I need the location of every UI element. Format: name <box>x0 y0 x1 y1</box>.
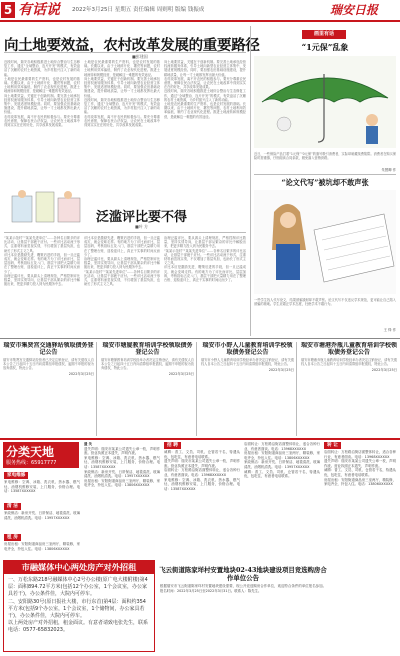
notice-title: 瑞安市塘港乔瓶儿童教育培训学校领取债务登记公告 <box>301 342 397 356</box>
category-text: 店面转让：万松路沿街店面整体转让，适合各种行业，有意者面谈。电话：13968XXXXXX <box>324 450 396 459</box>
classified-title: 分类天地 <box>6 445 55 459</box>
paragraph: 治理泛滥评比，要从源头上清理规范，严格控制评比数量，坚持实绩导向，让基层干部从繁杂的评比中解脱出来，把更多精力投入到为民服务中去。 <box>4 273 80 287</box>
paragraph: 土地是农民最重要的生产资料，也是农村发展的基础。长期以来，由于土地碎片化、撂荒等问题，农村土地利用效率偏低，制约了农业现代化进程。推进土地流转和规模经营，是破解这一难题的有效途径。 <box>4 76 80 94</box>
cartoon-1-credit: 朱慧卿 作 <box>381 168 396 172</box>
article-1-title: 向土地要效益，农村改革发展的重要路径 <box>4 37 260 54</box>
paragraph: “某某示范村”“某某先进单位”……各种名目繁多的评比活动，让基层干部疲于应付。一些评比活动流于形式，注重材料而忽视实绩，不仅增加了基层负担，也助长了形式主义之风。 <box>164 248 246 266</box>
category-label: 招 聘 <box>164 442 181 449</box>
article-1-column-2 <box>84 60 160 184</box>
paragraph: “某某示范村”“某某先进单位”……各种名目繁多的评比活动，让基层干部疲于应付。一些评比活动流于形式，注重材料而忽视实绩，不仅增加了基层负担，也助长了形式主义之风。 <box>4 236 80 253</box>
notice-date: 2022年3月25日 <box>268 368 294 372</box>
article-2-column-2 <box>84 236 160 334</box>
cartoon-1-illustration <box>254 56 396 148</box>
paragraph: 农村改革发展，离不开农民的积极参与。要充分尊重农民意愿，保障农民合法权益，让农民在土地改革中得到实实在在的好处，共享改革发展成果。 <box>164 76 246 90</box>
category-text: 房屋出租：安阳街道商品房三室两厅，精装修，家电齐全，拎包入住。电话：13806XXXXXX <box>324 477 396 487</box>
page-number: 5 <box>1 2 15 18</box>
category-text: 遗失声明：瑞安市某某公司遗失公章一枚，声明作废。营业执照正本遗失，声明作废。 <box>324 459 396 468</box>
paragraph: 评比本应是激励先进、鞭策后进的手段，但一旦泛滥成灾，就会变味走样。有的地方为了评比而评比，层层加码，考核指标五花八门，基层干部把大量精力用在了整理台账、迎检迎评上，真正干实事的时间反而少了。 <box>4 252 80 274</box>
rental-contact: 以上两处房产对外招租，租金面议。有意者请致电张先生，联系电话：0577-65832023。 <box>8 620 149 634</box>
notice-2 <box>101 342 197 436</box>
paragraph: 评比本应是激励先进、鞭策后进的手段，但一旦泛滥成灾，就会变味走样。有的地方为了评比而评比，层层加码，考核指标五花八门，基层干部把大量精力用在了整理台账、迎检迎评上，真正干实事的时间反而少了。 <box>164 265 246 283</box>
classified-bar <box>0 438 400 440</box>
divider <box>4 232 246 233</box>
bid-body: 根据瑞安市飞云街道陈家垟村安置地块建设需要，现公开竞选购房合作单位，欢迎符合条件的单位报名参加。报名时间：2022年3月25日至2022年3月31日。联系人：陈先生。 <box>160 584 326 593</box>
category-label: 清 洁 <box>4 503 21 510</box>
category-text: 房屋出租：安阳街道商品房三室两厅，精装修，家电齐全，拎包入住。电话：13806XXXXXX <box>84 478 160 488</box>
cartoon-2-credit: 王 铎 作 <box>383 328 396 332</box>
article-2-byline: ■叶 方 <box>135 224 149 229</box>
article-1-byline: ■彭建国 <box>132 54 148 59</box>
classified-column-3 <box>164 450 240 558</box>
divider <box>4 52 246 53</box>
paragraph: 农村改革发展，离不开农民的积极参与。要充分尊重农民意愿，保障农民合法权益，让农民在土地改革中得到实实在在的好处，共享改革发展成果。 <box>84 114 160 128</box>
page-meta: 2022年3月25日 星期五 责任编辑 周则明 版编 钱振成 <box>72 7 205 13</box>
paragraph: “某某示范村”“某某先进单位”……各种名目繁多的评比活动，让基层干部疲于应付。一些评比活动流于形式，注重材料而忽视实绩，不仅增加了基层负担，也助长了形式主义之风。 <box>84 269 160 287</box>
paragraph: 土地是农民最重要的生产资料，也是农村发展的基础。长期以来，由于土地碎片化、撂荒等问题，农村土地利用效率偏低，制约了农业现代化进程。推进土地流转和规模经营，是破解这一难题的有效途径。 <box>84 60 160 77</box>
notice-1 <box>3 342 97 436</box>
rental-body <box>8 577 150 635</box>
category-text: 家政保洁：新房开荒、日常保洁、地毯清洗、玻璃清洗、油烟机清洗。电话：13957XXXXXX <box>4 511 80 520</box>
category-text: 遗失声明：瑞安市某某公司遗失公章一枚，声明作废。营业执照正本遗失，声明作废。 <box>84 446 160 456</box>
rental-title: 市融媒体中心两处房产对外招租 <box>3 560 155 574</box>
classified-column-2 <box>84 442 160 560</box>
paragraph: 土地是农民最重要的生产资料，也是农村发展的基础。长期以来，由于土地碎片化、撂荒等问题，农村土地利用效率偏低，制约了农业现代化进程。推进土地流转和规模经营，是破解这一难题的有效途径。 <box>164 102 246 119</box>
cartoon-1-caption <box>254 150 396 168</box>
notice-title: 瑞安市塘厦教育培训学校领取债务登记公告 <box>102 342 193 356</box>
paragraph: 近段时间，瑞安各地积极推进土地综合整治与生态修复工作，通过“全域整治、连片开发”的模式，有效盘活了沉睡的农村土地资源，为乡村振兴注入了新的动能。 <box>4 60 80 77</box>
cartoon-2-illustration <box>254 190 396 294</box>
article-2-column-3 <box>164 236 246 334</box>
paragraph: 向土地要效益，关键在于创新机制。要完善土地承包经营权流转服务体系，引导土地向新型农业经营主体集中，发展适度规模经营。同时，要加强农田基础设施建设，提升耕地质量，让每一寸土地都发挥出最大价值。 <box>164 60 246 77</box>
notice-title: 瑞安市小野人儿童教育培训学校领取债务登记公告 <box>202 342 293 356</box>
article-2-column-1 <box>4 236 80 334</box>
paragraph: 近段时间，瑞安各地积极推进土地综合整治与生态修复工作，通过“全域整治、连片开发”的模式，有效盘活了沉睡的农村土地资源，为乡村振兴注入了新的动能。 <box>84 97 160 115</box>
rental-item: 一、万松东路218号融媒体中心2号办公楼(原广电大楼附楼)第4层：面积894.72平方米(包括12个办公室，1个会议室，办公家具若干)，办公条件佳，大院内可停车。 <box>8 577 148 598</box>
category-text: 店面转让：万松路沿街店面整体转让，适合各种行业，有意者面谈。电话：13968XXXXXX <box>244 442 320 451</box>
notice-body: 瑞安市集贤宫交通驿站经营者已决定注销登记，请有关债权人自本公告之日起四十五日内向清算组申报债权，逾期不申报的视为放弃债权，特此公告。 <box>3 358 94 370</box>
notice-date: 2022年3月25日 <box>168 372 194 376</box>
category-text: 家电维修：空调、冰箱、洗衣机、热水器、燃气灶、油烟机维修安装，上门服务，价格合理。电话：13587XXXXXX <box>84 455 160 469</box>
classified-column-4 <box>244 442 320 560</box>
notice-date: 2022年3月25日 <box>371 368 397 372</box>
notice-body: 瑞安市塘厦教育培训学校经举办者决定注销登记，请有关债权人自本公告之日起四十五日内向清算组申报债权，逾期不申报的视为放弃债权，特此公告。 <box>101 358 194 370</box>
article-2-title: 泛滥评比要不得 <box>96 210 188 225</box>
paragraph: 农村改革发展，离不开农民的积极参与。要充分尊重农民意愿，保障农民合法权益，让农民在土地改革中得到实实在在的好处，共享改革发展成果。 <box>4 114 80 128</box>
paragraph: 向土地要效益，关键在于创新机制。要完善土地承包经营权流转服务体系，引导土地向新型农业经营主体集中，发展适度规模经营。同时，要加强农田基础设施建设，提升耕地质量，让每一寸土地都发挥出最大价值。 <box>4 93 80 115</box>
bid-title: 飞云街道陈家垟村安置地块02-43地块建设项目竞选购房合作单位公告 <box>159 566 327 582</box>
category-text: 家政保洁：新房开荒、日常保洁、地毯清洗、玻璃清洗、油烟机清洗。电话：13957XXXXXX <box>84 469 160 479</box>
notice-3 <box>201 342 297 436</box>
notice-4 <box>301 342 397 436</box>
paragraph: 向土地要效益，关键在于创新机制。要完善土地承包经营权流转服务体系，引导土地向新型农业经营主体集中，发展适度规模经营。同时，要加强农田基础设施建设，提升耕地质量，让每一寸土地都发挥出最大价值。 <box>84 76 160 98</box>
classified-phone: 服务热线：65917777 <box>6 460 57 466</box>
cartoon-2-title: “论文代写”被坑却不敢声张 <box>281 178 369 187</box>
article-1-column-1 <box>4 60 80 184</box>
category-label: 遗 失 <box>84 442 92 446</box>
cartoon-1-title: “1元保”乱象 <box>301 42 349 52</box>
page-name: 有话说 <box>18 2 60 18</box>
category-label: 转 让 <box>324 442 341 449</box>
cartoon-badge: 画里有话 <box>302 30 346 39</box>
category-text: 房屋出租：安阳街道商品房三室两厅，精装修，家电齐全，拎包入住。电话：13806XXXXXX <box>4 542 80 551</box>
caption-text: 一些学生找人代写论文，结果被骗钱财却不敢声张。论文代写不仅违反学术规范，更可能让自己陷入被骗的境地。学生应端正学术态度，杜绝学术不端行为。 <box>254 298 396 306</box>
category-text: 诚聘：普工、文员、司机、仓管若干名，待遇从优，包吃住，有意者电话联系。 <box>164 450 240 459</box>
article-1-column-3 <box>164 60 246 184</box>
paragraph: 治理泛滥评比，要从源头上清理规范，严格控制评比数量，坚持实绩导向，让基层干部从繁杂的评比中解脱出来，把更多精力投入到为民服务中去。 <box>84 257 160 270</box>
category-text: 诚聘：普工、文员、司机、仓管若干名，待遇从优，包吃住，有意者电话联系。 <box>244 469 320 479</box>
paragraph: 治理泛滥评比，要从源头上清理规范，严格控制评比数量，坚持实绩导向，让基层干部从繁杂的评比中解脱出来，把更多精力投入到为民服务中去。 <box>164 236 246 249</box>
rental-item: 二、安阳路30号(原日报社大楼，市行东首)第4层：面积约354平方米(包括9个办公室，1个会议室，1个储物间，办公家具若干)，办公条件佳，大院内可停车。 <box>8 598 146 620</box>
article-2-illustration <box>6 186 92 226</box>
caption-text: 近日，一些保险产品打着“1元保”“0元保”的旗号吸引消费者，实际却暗藏续费陷阱。消费者在购买保险时需谨慎，仔细阅读合同条款，避免落入营销套路。 <box>254 152 396 160</box>
category-text: 家政保洁：新房开荒、日常保洁、地毯清洗、玻璃清洗、油烟机清洗。电话：13957XXXXXX <box>244 460 320 469</box>
newspaper-logo: 瑞安日报 <box>330 3 379 17</box>
paragraph: 评比本应是激励先进、鞭策后进的手段，但一旦泛滥成灾，就会变味走样。有的地方为了评比而评比，层层加码，考核指标五花八门，基层干部把大量精力用在了整理台账、迎检迎评上，真正干实事的时间反而少了。 <box>84 236 160 257</box>
section-divider <box>0 338 400 339</box>
category-text: 家电维修：空调、冰箱、洗衣机、热水器、燃气灶、油烟机维修安装，上门服务，价格合理。电话：13587XXXXXX <box>4 480 80 494</box>
category-label: 租 房 <box>4 534 21 541</box>
category-text: 诚聘：普工、文员、司机、仓管若干名，待遇从优，包吃住，有意者电话联系。 <box>324 468 396 477</box>
category-text: 店面转让：万松路沿街店面整体转让，适合各种行业，有意者面谈。电话：13968XXXXXX <box>164 468 240 477</box>
notice-body: 瑞安市塘港乔瓶儿童教育培训学校经举办者决定注销登记，请有关债权人自本公告之日起四十五日内向清算组申报债权，特此公告。 <box>301 358 397 366</box>
divider <box>254 174 396 175</box>
column-divider <box>250 26 251 336</box>
cartoon-2-caption <box>254 296 396 326</box>
category-text: 家电维修：空调、冰箱、洗衣机、热水器、燃气灶、油烟机维修安装，上门服务，价格合理。电话：13587XXXXXX <box>164 477 240 491</box>
classified-column-5 <box>324 450 396 558</box>
notice-date: 2022年3月25日 <box>68 372 94 376</box>
category-text: 遗失声明：瑞安市某某公司遗失公章一枚，声明作废。营业执照正本遗失，声明作废。 <box>164 459 240 468</box>
notice-body: 瑞安市小野人儿童教育培训学校经举办者决定注销登记，请有关债权人自本公告之日起四十五日内向清算组申报债权，特此公告。 <box>201 358 294 366</box>
notice-title: 瑞安市集贤宫交通驿站领取债务登记公告 <box>3 342 94 356</box>
paragraph: 近段时间，瑞安各地积极推进土地综合整治与生态修复工作，通过“全域整治、连片开发”的模式，有效盘活了沉睡的农村土地资源，为乡村振兴注入了新的动能。 <box>164 89 246 102</box>
category-label: 家电维修 <box>4 472 28 479</box>
category-text: 房屋出租：安阳街道商品房三室两厅，精装修，家电齐全，拎包入住。电话：13806XXXXXX <box>244 451 320 460</box>
